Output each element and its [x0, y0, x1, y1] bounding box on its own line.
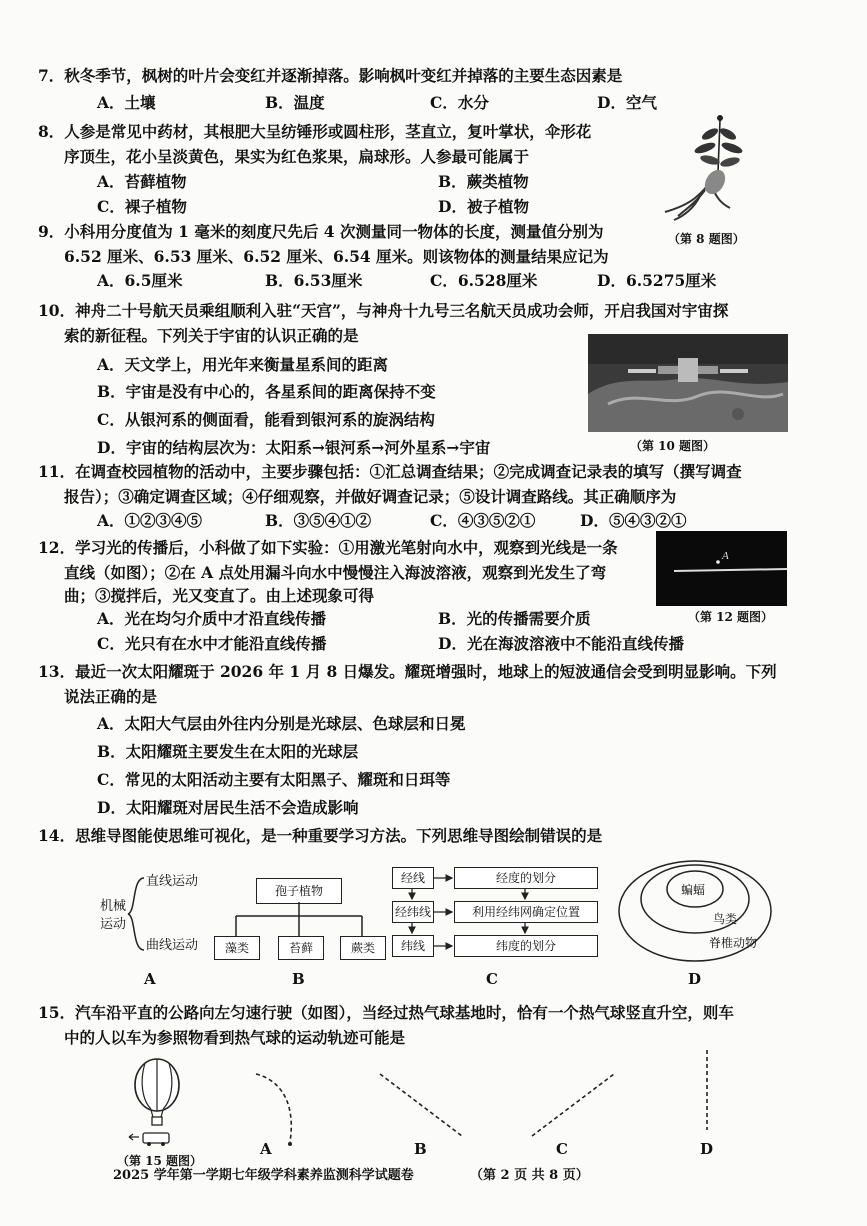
q8-caption: （第 8 题图）	[668, 232, 745, 246]
q12-stem-line1: 12．学习光的传播后，小科做了如下实验：①用激光笔射向水中，观察到光线是一条	[38, 538, 618, 557]
q12-caption: （第 12 题图）	[688, 610, 774, 624]
q11-option-d: D．⑤④③②①	[580, 511, 687, 530]
q14-label-d: D	[688, 970, 702, 988]
q15-stem-line2: 中的人以车为参照物看到热气球的运动轨迹可能是	[64, 1028, 406, 1047]
q8-option-c: C．裸子植物	[97, 197, 187, 216]
q7-option-b: B．温度	[265, 93, 325, 112]
mindmap-b-child-2: 苔藓	[278, 936, 324, 960]
q9-option-d: D．6.5275厘米	[597, 271, 717, 290]
space-station-photo	[588, 334, 788, 432]
mindmap-a-root: 机械运动	[100, 899, 127, 932]
q12-option-d: D．光在海波溶液中不能沿直线传播	[438, 634, 684, 653]
q10-stem-line1: 10．神舟二十号航天员乘组顺利入驻“天宫”，与神舟十九号三名航天员成功会师，开启我国对宇宙探	[38, 301, 729, 320]
q15-caption: （第 15 题图）	[117, 1154, 203, 1168]
q11-option-a: A．①②③④⑤	[97, 511, 203, 530]
q9-option-a: A．6.5厘米	[97, 271, 183, 290]
mindmap-c-left-3: 纬线	[392, 935, 434, 957]
q10-stem-line2: 索的新征程。下列关于宇宙的认识正确的是	[64, 326, 359, 345]
q8-stem-line2: 序顶生，花小呈淡黄色，果实为红色浆果，扁球形。人参最可能属于	[64, 147, 530, 166]
q12-option-c: C．光只有在水中才能沿直线传播	[97, 634, 327, 653]
q11-option-b: B．③⑤④①②	[265, 511, 372, 530]
q14-mindmap-d	[615, 855, 775, 965]
q14-mindmap-a	[96, 862, 216, 962]
mindmap-a-branch1: 直线运动	[146, 874, 199, 889]
q15-trajectory-d	[700, 1048, 714, 1132]
q15-label-d: D	[700, 1140, 714, 1158]
q8-option-b: B．蕨类植物	[438, 172, 529, 191]
mindmap-b-child-1: 藻类	[214, 936, 260, 960]
q12-stem-line3: 曲；③搅拌后，光又变直了。由上述现象可得	[64, 586, 375, 605]
q15-trajectory-b	[376, 1070, 466, 1140]
q7-stem: 7．秋冬季节，枫树的叶片会变红并逐渐掉落。影响枫叶变红并掉落的主要生态因素是	[38, 66, 623, 85]
q15-stem-line1: 15．汽车沿平直的公路向左匀速行驶（如图），当经过热气球基地时，恰有一个热气球竖直升空，则车	[38, 1003, 734, 1022]
mindmap-b-root: 孢子植物	[256, 878, 342, 904]
q8-stem-line1: 8．人参是常见中药材，其根肥大呈纺锤形或圆柱形，茎直立，复叶掌状，伞形花	[38, 122, 592, 141]
q15-label-b: B	[414, 1140, 427, 1158]
q11-option-c: C．④③⑤②①	[430, 511, 536, 530]
q13-option-a: A．太阳大气层由外往内分别是光球层、色球层和日冕	[97, 714, 466, 733]
q7-option-a: A．土壤	[97, 93, 156, 112]
laser-experiment-photo	[656, 531, 787, 606]
q8-option-d: D．被子植物	[438, 197, 529, 216]
mindmap-c-right-3: 纬度的划分	[454, 935, 598, 957]
q12-option-b: B．光的传播需要介质	[438, 609, 591, 628]
q14-mindmap-b	[212, 878, 392, 960]
mindmap-c-right-1: 经度的划分	[454, 867, 598, 889]
mindmap-c-arrows	[390, 863, 605, 959]
mindmap-c-right-2: 利用经纬网确定位置	[454, 901, 598, 923]
q14-mindmap-c	[390, 863, 605, 959]
q9-stem-line2: 6.52 厘米、6.53 厘米、6.52 厘米、6.54 厘米。则该物体的测量结果应记为	[64, 247, 609, 266]
q11-stem-line1: 11．在调查校园植物的活动中，主要步骤包括：①汇总调查结果；②完成调查记录表的填写（撰写调查	[38, 462, 742, 481]
q10-option-a: A．天文学上，用光年来衡量星系间的距离	[97, 355, 389, 374]
q13-option-b: B．太阳耀斑主要发生在太阳的光球层	[97, 742, 359, 761]
q12-option-a: A．光在均匀介质中才沿直线传播	[97, 609, 327, 628]
q10-caption: （第 10 题图）	[630, 439, 716, 453]
q13-option-c: C．常见的太阳活动主要有太阳黑子、耀斑和日珥等	[97, 770, 451, 789]
mindmap-d-middle: 鸟类	[713, 912, 738, 926]
footer-exam-title: 2025 学年第一学期七年级学科素养监测科学试题卷	[113, 1168, 414, 1183]
point-a-label: A	[722, 550, 729, 562]
mindmap-c-left-2: 经纬线	[392, 901, 434, 923]
q10-option-c: C．从银河系的侧面看，能看到银河系的旋涡结构	[97, 410, 435, 429]
q7-option-d: D．空气	[597, 93, 657, 112]
mindmap-a-branch2: 曲线运动	[146, 938, 199, 953]
q15-label-c: C	[556, 1140, 568, 1158]
q10-option-d: D．宇宙的结构层次为：太阳系→银河系→河外星系→宇宙	[97, 438, 491, 457]
q7-option-c: C．水分	[430, 93, 489, 112]
mindmap-c-left-1: 经线	[392, 867, 434, 889]
q14-label-b: B	[292, 970, 305, 988]
mindmap-d-inner: 蝙蝠	[681, 883, 706, 897]
q12-stem-line2: 直线（如图）；②在 A 点处用漏斗向水中慢慢注入海波溶液，观察到光发生了弯	[64, 563, 607, 582]
mindmap-b-child-3: 蕨类	[340, 936, 386, 960]
mindmap-b-connectors	[212, 902, 392, 938]
q14-label-a: A	[144, 970, 156, 988]
q9-option-b: B．6.53厘米	[265, 271, 363, 290]
q15-label-a: A	[260, 1140, 272, 1158]
mindmap-d-outer: 脊椎动物	[709, 936, 758, 950]
q11-stem-line2: 报告）；③确定调查区域；④仔细观察，并做好调查记录；⑤设计调查路线。其正确顺序为	[64, 487, 677, 506]
q15-trajectory-c	[528, 1070, 618, 1140]
q13-option-d: D．太阳耀斑对居民生活不会造成影响	[97, 798, 359, 817]
hot-air-balloon-figure	[125, 1055, 195, 1147]
footer-page-number: （第 2 页 共 8 页）	[470, 1168, 589, 1183]
q13-stem-line1: 13．最近一次太阳耀斑于 2026 年 1 月 8 日爆发。耀斑增强时，地球上的短波通信会受到明显影响。下列	[38, 662, 777, 681]
q15-trajectory-a	[250, 1068, 310, 1148]
q9-stem-line1: 9．小科用分度值为 1 毫米的刻度尺先后 4 次测量同一物体的长度，测量值分别为	[38, 222, 604, 241]
ginseng-illustration	[660, 112, 755, 222]
q14-label-c: C	[486, 970, 498, 988]
mindmap-a-brace	[126, 876, 146, 952]
q13-stem-line2: 说法正确的是	[64, 687, 158, 706]
q14-stem: 14．思维导图能使思维可视化，是一种重要学习方法。下列思维导图绘制错误的是	[38, 826, 603, 845]
q9-option-c: C．6.528厘米	[430, 271, 538, 290]
q8-option-a: A．苔藓植物	[97, 172, 187, 191]
q10-option-b: B．宇宙是没有中心的，各星系间的距离保持不变	[97, 382, 436, 401]
